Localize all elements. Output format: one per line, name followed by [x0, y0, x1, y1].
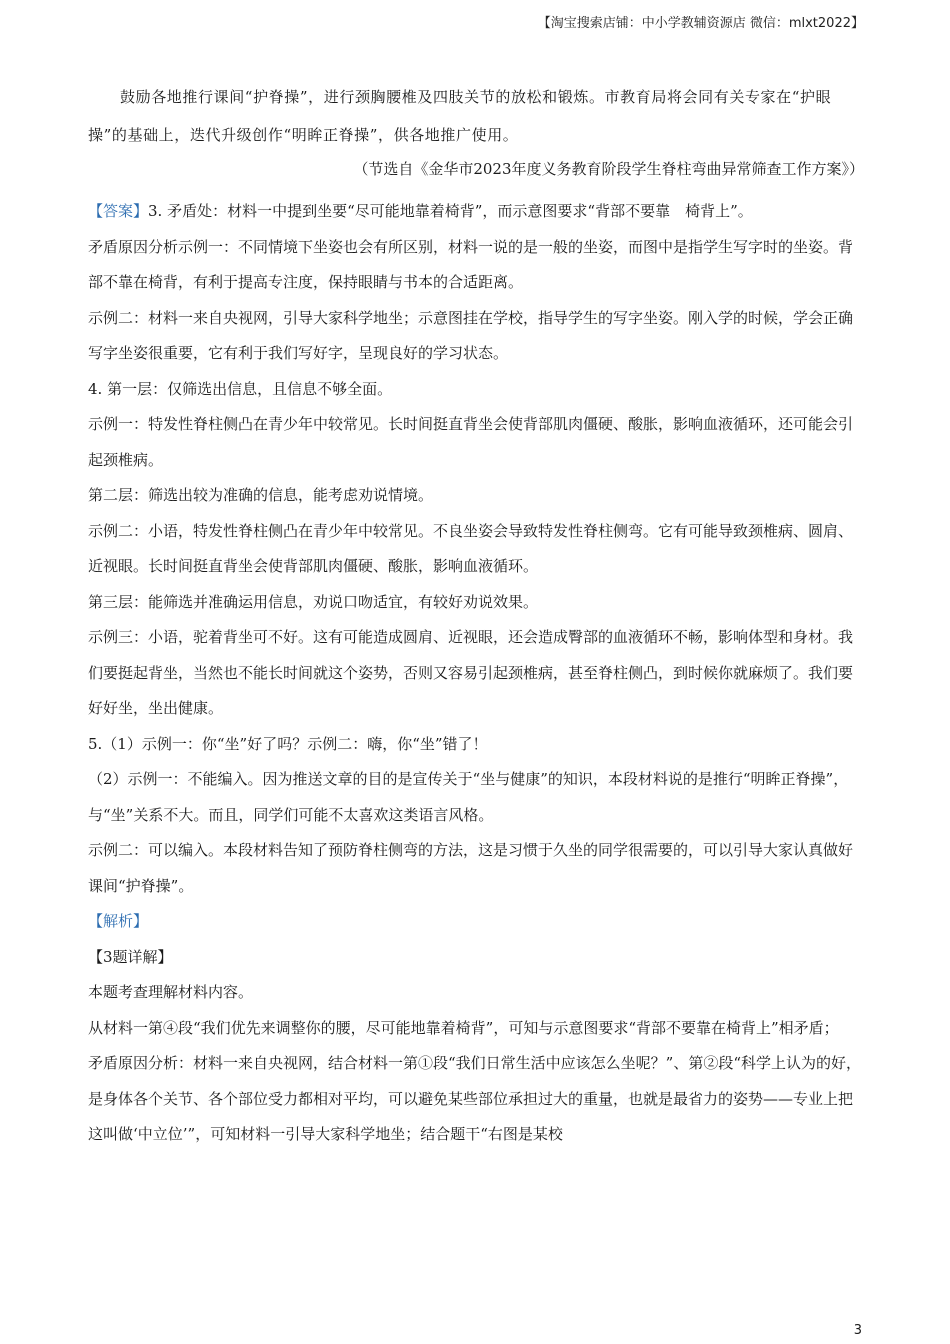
answer-tag: 【答案】 [88, 202, 149, 220]
answer-line: 示例二：可以编入。本段材料告知了预防脊柱侧弯的方法，这是习惯于久坐的同学很需要的，可以引导大家认真做好课间“护脊操”。 [88, 841, 854, 895]
answer-line: （2）示例一：不能编入。因为推送文章的目的是宣传关于“坐与健康”的知识，本段材料说的是推行“明眸正脊操”，与“坐”关系不大。而且，同学们可能不太喜欢这类语言风格。 [88, 770, 849, 824]
answer-line: 第三层：能筛选并准确运用信息，劝说口吻适宜，有较好劝说效果。 [88, 592, 539, 611]
analysis-line: 从材料一第④段“我们优先来调整你的腰，尽可能地靠着椅背”，可知与示意图要求“背部不要靠在椅背上”相矛盾； [88, 1018, 839, 1037]
source-citation: （节选自《金华市2023年度义务教育阶段学生脊柱弯曲异常筛查工作方案》） [353, 160, 864, 178]
analysis-line: 本题考查理解材料内容。 [88, 983, 254, 1001]
excerpt-paragraph: 鼓励各地推行课间“护脊操”，进行颈胸腰椎及四肢关节的放松和锻炼。市教育局将会同有关专家在“护眼操”的基础上，迭代升级创作“明眸正脊操”，供各地推广使用。 [88, 88, 832, 144]
answer-line: 示例二：材料一来自央视网，引导大家科学地坐；示意图挂在学校，指导学生的写字坐姿。刚入学的时候，学会正确写字坐姿很重要，它有利于我们写好字，呈现良好的学习状态。 [88, 308, 854, 362]
answer-line: 5.（1）示例一：你“坐”好了吗？示例二：嗨，你“坐”错了！ [88, 734, 488, 753]
answer-line: 示例一：特发性脊柱侧凸在青少年中较常见。长时间挺直背坐会使背部肌肉僵硬、酸胀，影响血液循环，还可能会引起颈椎病。 [88, 415, 854, 469]
analysis-line: 矛盾原因分析：材料一来自央视网，结合材料一第①段“我们日常生活中应该怎么坐呢？”、第②段“科学上认为的好，是身体各个关节、各个部位受力都相对平均，可以避免某些部位承担过大的重量，也就是最省力的姿势——专业上把这叫做‘中立位’”，可知材料一引导大家科学地坐；结合题干“右图是某校 [88, 1054, 862, 1143]
header-note: 【淘宝搜索店铺：中小学教辅资源店 微信：mlxt2022】 [537, 16, 864, 31]
answer-line: 第二层：筛选出较为准确的信息，能考虑劝说情境。 [88, 486, 434, 504]
analysis-tag: 【解析】 [88, 912, 149, 930]
answer-line: 4. 第一层：仅筛选出信息，且信息不够全面。 [88, 379, 393, 398]
answer-line: 矛盾原因分析示例一：不同情境下坐姿也会有所区别，材料一说的是一般的坐姿，而图中是指学生写字时的坐姿。背部不靠在椅背，有利于提高专注度，保持眼睛与书本的合适距离。 [88, 237, 854, 291]
answer-text: 3. 矛盾处：材料一中提到坐要“尽可能地靠着椅背”，而示意图要求“背部不要靠 椅背上”。 [148, 202, 753, 220]
answer-paragraph [88, 194, 864, 230]
document-body [88, 78, 864, 1153]
page-number: 3 [853, 1323, 862, 1338]
detail-heading: 【3题详解】 [88, 947, 173, 966]
answer-line: 示例二：小语，特发性脊柱侧凸在青少年中较常见。不良坐姿会导致特发性脊柱侧弯。它有可能导致颈椎病、圆肩、近视眼。长时间挺直背坐会使背部肌肉僵硬、酸胀，影响血液循环。 [88, 521, 854, 575]
answer-line: 示例三：小语，驼着背坐可不好。这有可能造成圆肩、近视眼，还会造成臀部的血液循环不畅，影响体型和身材。我们要挺起背坐，当然也不能长时间就这个姿势，否则又容易引起颈椎病，甚至脊柱侧凸，到时候你就麻烦了。我们要好好坐，坐出健康。 [88, 628, 854, 717]
